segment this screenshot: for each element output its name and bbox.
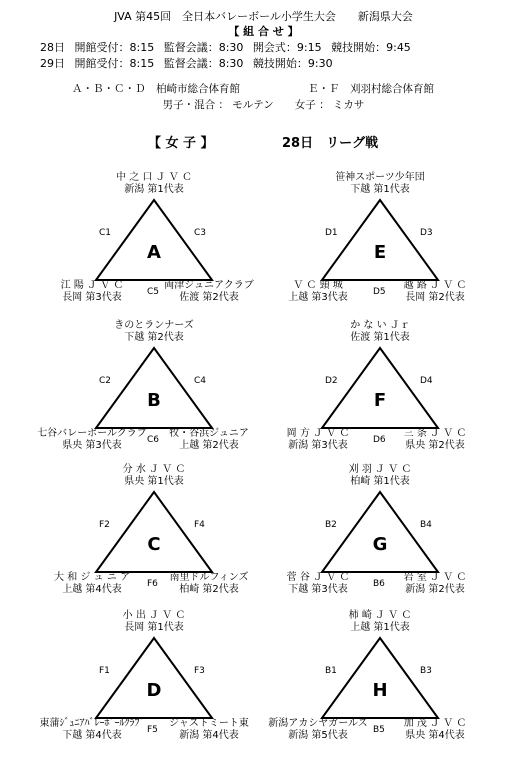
left-team-rep: 下越 第4代表 [62,730,122,741]
group-a [39,170,269,320]
group-f [265,318,495,468]
right-team-rep: 新潟 第4代表 [179,730,239,741]
top-team-rep: 県央 第1代表 [124,476,184,487]
left-team-rep: 長岡 第3代表 [62,292,122,303]
group-g [265,462,495,612]
left-team-name: 七谷バレーボールクラブ [37,428,147,439]
match-bottom: F6 [147,579,158,589]
section-label: 【 女 子 】 [148,136,214,151]
right-team-rep: 県央 第2代表 [405,440,465,451]
match-left: F2 [99,520,110,530]
left-team-name: Ｖ Ｃ 頸 城 [293,280,343,291]
left-team-name: 新潟アカシヤガールズ [268,718,368,729]
right-team-name: 牧・谷浜ジュニア [169,428,249,439]
left-team-rep: 下越 第3代表 [288,584,348,595]
right-team-name: 両津ジュニアクラブ [164,280,254,291]
group-letter: A [147,242,161,263]
left-team-rep: 県央 第3代表 [62,440,122,451]
top-team-rep: 柏崎 第1代表 [350,476,410,487]
top-team-name: 刈 羽 Ｊ Ｖ Ｃ [348,464,412,475]
day28-start: 競技開始：9:45 [331,41,411,54]
match-left: F1 [99,666,110,676]
left-team-name: 東蒲ｼﾞｭﾆｱﾊﾞﾚｰﾎﾞｰﾙｸﾗﾌﾞ [39,718,145,729]
day29-meeting: 監督会議：8:30 [163,57,244,70]
group-letter: G [372,534,388,555]
top-team-name: 笹神スポーツ少年団 [335,172,425,183]
top-team-rep: 長岡 第1代表 [124,622,184,633]
match-left: C2 [99,376,112,386]
right-team-name: 加 茂 Ｊ Ｖ Ｃ [403,718,467,729]
right-team-rep: 佐渡 第2代表 [179,292,239,303]
match-bottom: B6 [373,579,385,589]
match-left: C1 [99,228,112,238]
group-h [265,608,495,758]
day29-start: 競技開始：9:30 [252,57,333,70]
match-bottom: D6 [373,435,386,445]
right-team-rep: 県央 第4代表 [405,730,465,741]
document-subtitle: 【 組 合 せ 】 [228,25,299,38]
match-bottom: C5 [147,287,160,297]
group-letter: D [146,680,162,701]
left-team-rep: 上越 第3代表 [288,292,348,303]
top-team-name: 柿 崎 Ｊ Ｖ Ｃ [348,610,412,621]
venue-abcd: Ａ・Ｂ・Ｃ・Ｄ 柏崎市総合体育館 [72,83,240,95]
left-team-name: 菅 谷 Ｊ Ｖ Ｃ [286,572,350,583]
match-left: B1 [325,666,337,676]
top-team-rep: 新潟 第1代表 [124,184,184,195]
right-team-rep: 新潟 第2代表 [405,584,465,595]
group-c [39,462,269,612]
group-letter: F [373,390,387,411]
right-team-name: ジャストミート東 [169,718,249,729]
day29-date: 29日 [40,57,65,70]
triangle-outline [322,200,438,280]
group-letter: C [147,534,161,555]
left-team-rep: 上越 第4代表 [62,584,122,595]
match-right: B3 [420,666,432,676]
match-right: D4 [420,376,433,386]
left-team-name: 江 陽 Ｊ Ｖ Ｃ [60,280,124,291]
group-d [39,608,269,758]
match-left: B2 [325,520,337,530]
top-team-rep: 佐渡 第1代表 [350,332,410,343]
top-team-name: か な い Ｊｒ [350,320,410,331]
right-team-rep: 上越 第2代表 [179,440,239,451]
triangle-outline [322,348,438,428]
top-team-name: 小 出 Ｊ Ｖ Ｃ [122,610,186,621]
top-team-name: きのとランナーズ [114,320,194,331]
right-team-rep: 長岡 第2代表 [405,292,465,303]
group-letter: B [147,390,161,411]
triangle-outline [96,638,212,718]
match-right: C4 [194,376,207,386]
schedule-day29 [40,57,339,70]
left-team-rep: 新潟 第3代表 [288,440,348,451]
match-right: F3 [194,666,205,676]
left-team-rep: 新潟 第5代表 [288,730,348,741]
match-right: D3 [420,228,433,238]
top-team-name: 中 之 口 Ｊ Ｖ Ｃ [116,172,192,183]
match-right: C3 [194,228,207,238]
match-left: D2 [325,376,338,386]
triangle-outline [96,348,212,428]
day28-meeting: 監督会議：8:30 [163,41,244,54]
group-b [39,318,269,468]
top-team-rep: 下越 第1代表 [350,184,410,195]
right-team-name: 岩 室 Ｊ Ｖ Ｃ [403,572,467,583]
left-team-name: 岡 方 Ｊ Ｖ Ｃ [286,428,350,439]
right-team-name: 越 路 Ｊ Ｖ Ｃ [403,280,467,291]
group-letter: E [373,242,387,263]
schedule-day28 [40,41,417,54]
match-bottom: F5 [147,725,158,735]
right-team-name: 三 条 Ｊ Ｖ Ｃ [403,428,467,439]
right-team-name: 南里ドルフィンズ [169,572,249,583]
match-left: D1 [325,228,338,238]
venue-ef: Ｅ・Ｆ 刈羽村総合体育館 [308,83,434,95]
day28-opening: 開会式：9:15 [252,41,322,54]
match-bottom: B5 [373,725,385,735]
triangle-outline [322,492,438,572]
group-letter: H [372,680,388,701]
triangle-outline [96,200,212,280]
match-bottom: C6 [147,435,160,445]
right-team-rep: 柏崎 第2代表 [179,584,239,595]
section-day: 28日 リーグ戦 [282,136,379,151]
match-right: F4 [194,520,205,530]
triangle-outline [322,638,438,718]
triangle-outline [96,492,212,572]
match-bottom: D5 [373,287,386,297]
day28-date: 28日 [40,41,65,54]
day28-reception: 開館受付：8:15 [74,41,155,54]
top-team-rep: 上越 第1代表 [350,622,410,633]
document-title: JVA 第45回 全日本バレーボール小学生大会 新潟県大会 [114,10,413,23]
top-team-name: 分 水 Ｊ Ｖ Ｃ [122,464,186,475]
top-team-rep: 下越 第2代表 [124,332,184,343]
left-team-name: 大 和 ジ ュ ニ ア [54,572,130,583]
ball-info: 男子・混合 ： モルテン 女子 ： ミカサ [162,99,365,111]
group-e [265,170,495,320]
match-right: B4 [420,520,432,530]
day29-reception: 開館受付：8:15 [74,57,155,70]
